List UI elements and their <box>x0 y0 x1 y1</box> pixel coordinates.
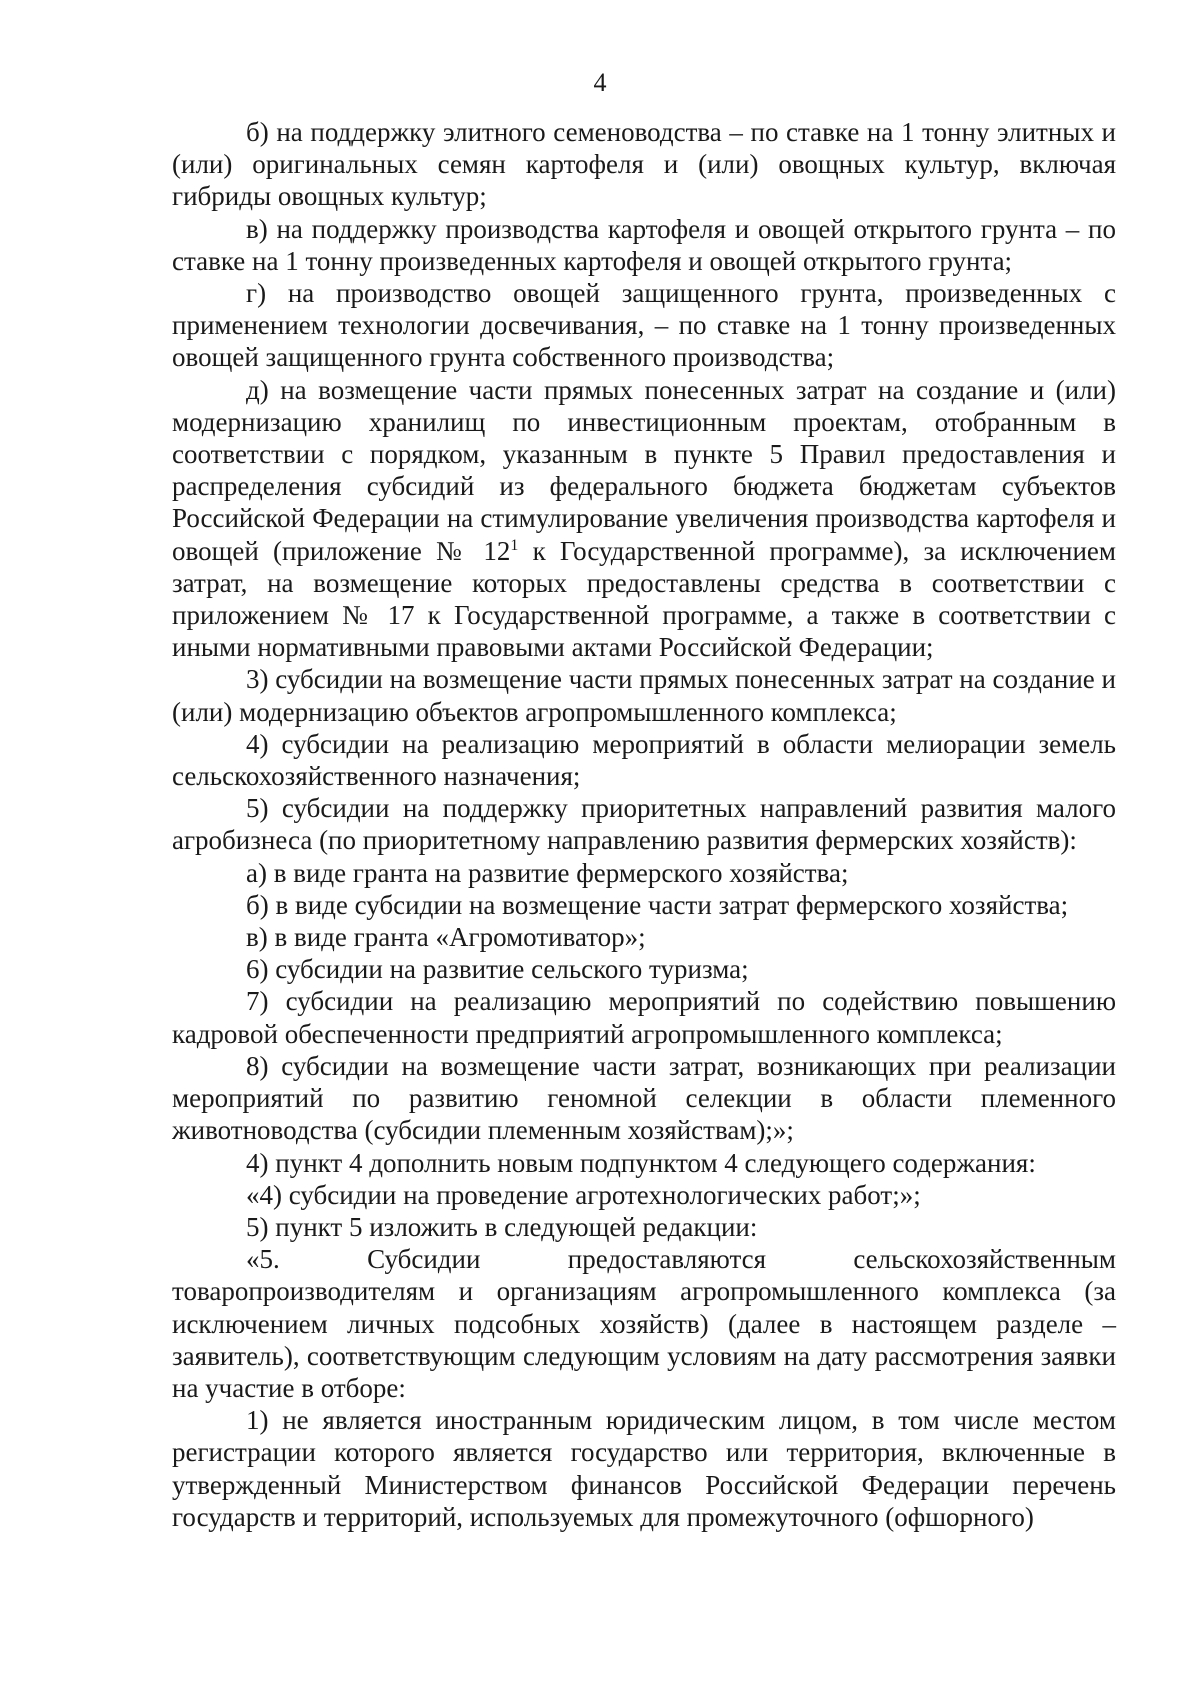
paragraph-v-open-ground: в) на поддержку производства картофеля и овощей открытого грунта – по ставке на 1 тонну произведенных картофеля и овощей открытого грунта; <box>172 213 1116 276</box>
paragraph-d-text: д) на возмещение части прямых понесенных затрат на создание и (или) модернизацию хранилищ по инвестиционным проектам, отобранным в соответствии с порядком, указанным в пункте 5 Правил предоставления и распределения субсидий из федерального бюджета бюджетам субъектов Российской Федерации на стимулирование увеличения производства картофеля и овощей (приложение № 12 <box>172 374 1116 566</box>
paragraph-amend-point-4: 4) пункт 4 дополнить новым подпунктом 4 следующего содержания: <box>246 1147 1036 1178</box>
paragraph-4-melioration: 4) субсидии на реализацию мероприятий в области мелиорации земель сельскохозяйственного назначения; <box>172 728 1116 792</box>
paragraph-7-staffing: 7) субсидии на реализацию мероприятий по содействию повышению кадровой обеспеченности предприятий агропромышленного комплекса; <box>172 986 1116 1049</box>
document-body <box>172 116 1116 1533</box>
paragraph-8-genomic-selection: 8) субсидии на возмещение части затрат, возникающих при реализации мероприятий по развитию геномной селекции в области племенного животноводства (субсидии племенным хозяйствам);»; <box>172 1050 1116 1146</box>
paragraph-point-5-text: «5. Субсидии предоставляются сельскохозяйственным товаропроизводителям и организациям агропромышленного комплекса (за исключением личных подсобных хозяйств) (далее в настоящем разделе – заявитель), соответствующим следующим условиям на дату рассмотрения заявки на участие в отборе: <box>172 1244 1116 1403</box>
paragraph-v-agromotivator: в) в виде гранта «Агромотиватор»; <box>246 922 646 953</box>
paragraph-a-farm-grant: а) в виде гранта на развитие фермерского хозяйства; <box>246 857 849 888</box>
paragraph-d-tail: к Государственной программе), за исключением затрат, на возмещение которых предоставлены средства в соответствии с приложением № 17 к Государственной программе, а также в соответствии с иными нормативными правовыми актами Российской Федерации; <box>172 535 1116 663</box>
paragraph-g-protected-ground: г) на производство овощей защищенного грунта, произведенных с применением технологии досвечивания, – по ставке на 1 тонну произведенных овощей защищенного грунта собственного производства; <box>172 278 1116 373</box>
superscript-index: 1 <box>510 536 519 554</box>
paragraph-amend-point-5: 5) пункт 5 изложить в следующей редакции: <box>246 1211 758 1242</box>
paragraph-6-rural-tourism: 6) субсидии на развитие сельского туризма; <box>246 954 749 985</box>
paragraph-d-storage-modernization <box>172 374 1116 664</box>
paragraph-b-farm-subsidy: б) в виде субсидии на возмещение части затрат фермерского хозяйства; <box>246 889 1069 920</box>
page-number: 4 <box>593 68 607 97</box>
paragraph-3-agro-complex: 3) субсидии на возмещение части прямых понесенных затрат на создание и (или) модернизацию объектов агропромышленного комплекса; <box>172 664 1116 727</box>
paragraph-condition-1: 1) не является иностранным юридическим лицом, в том числе местом регистрации которого является государство или территория, включенные в утвержденный Министерством финансов Российской Федерации перечень государств и территорий, используемых для промежуточного (офшорного) <box>172 1405 1116 1532</box>
paragraph-b-elite-seeds: б) на поддержку элитного семеноводства – по ставке на 1 тонну элитных и (или) оригинальных семян картофеля и (или) овощных культур, включая гибриды овощных культур; <box>172 117 1116 212</box>
paragraph-5-small-agribusiness: 5) субсидии на поддержку приоритетных направлений развития малого агробизнеса (по приоритетному направлению развития фермерских хозяйств): <box>172 793 1116 856</box>
paragraph-new-subpoint-4: «4) субсидии на проведение агротехнологических работ;»; <box>246 1179 921 1210</box>
